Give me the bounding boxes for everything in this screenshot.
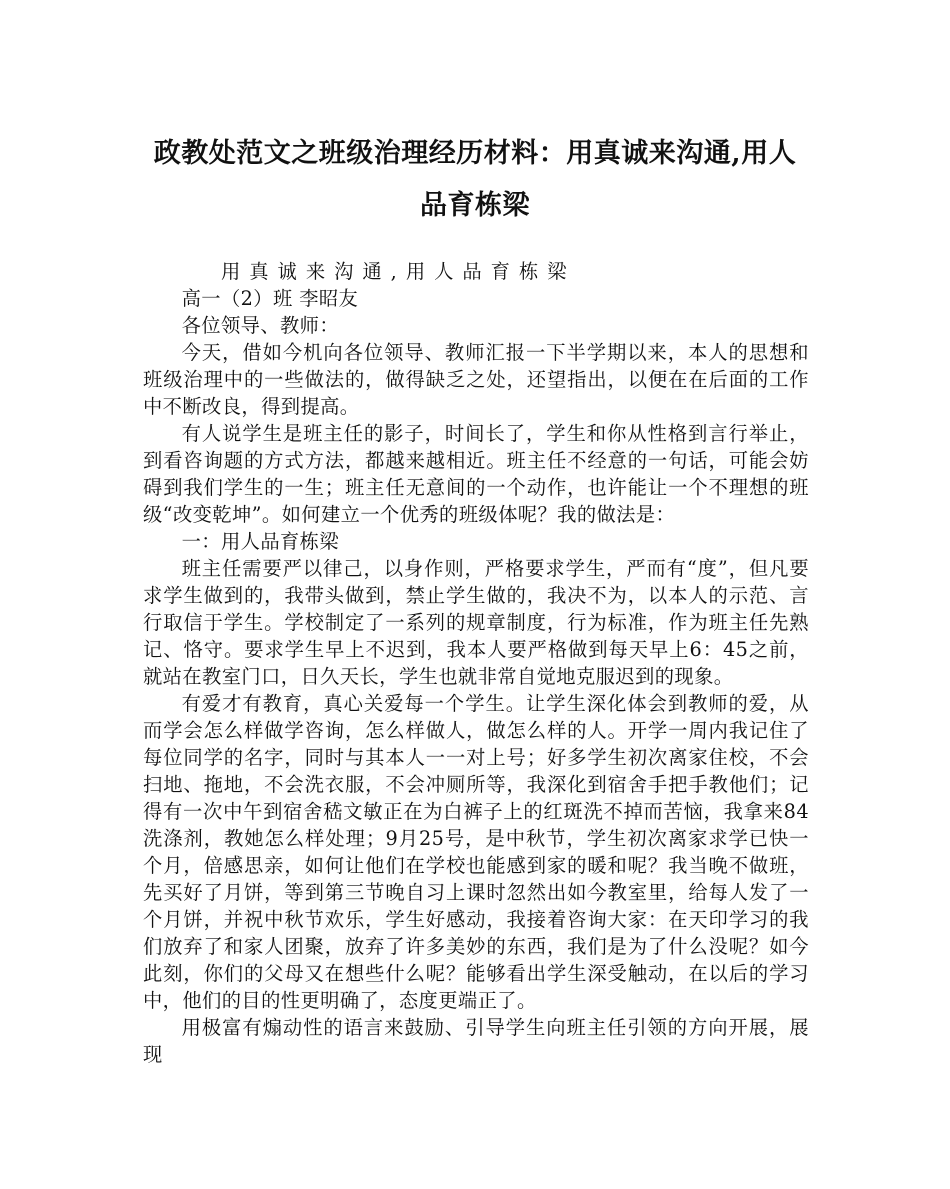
- title-line-2: 品育栋梁: [420, 190, 530, 221]
- salutation: 各位领导、教师：: [181, 314, 340, 337]
- paragraph: 班主任需要严以律己，以身作则，严格要求学生，严而有“度”，但凡要求学生做到的，我带头做到，禁止学生做的，我决不为，以本人的示范、言行取信于学生。学校制定了一系列的规章制度，行为标准，作为班主任先熟记、恪守。要求学生早上不迟到，我本人要严格做到每天早上6：45之前，就站在教室门口，日久天长，学生也就非常自觉地克服迟到的现象。: [143, 557, 809, 688]
- section-heading: 一：用人品育栋梁: [181, 530, 340, 553]
- document-body: [143, 258, 809, 1068]
- paragraph: 今天，借如今机向各位领导、教师汇报一下半学期以来，本人的思想和班级治理中的一些做法的，做得缺乏之处，还望指出，以便在在后面的工作中不断改良，得到提高。: [143, 341, 809, 418]
- title-line-1: 政教处范文之班级治理经历材料：用真诚来沟通,用人: [153, 138, 797, 169]
- paragraph: 用极富有煽动性的语言来鼓励、引导学生向班主任引领的方向开展，展现: [143, 1016, 809, 1066]
- paragraph: 有人说学生是班主任的影子，时间长了，学生和你从性格到言行举止，到看咨询题的方式方法，都越来越相近。班主任不经意的一句话，可能会妨碍到我们学生的一生；班主任无意间的一个动作，也许能让一个不理想的班级“改变乾坤”。如何建立一个优秀的班级体呢？我的做法是：: [143, 422, 809, 526]
- document-title: [120, 128, 830, 232]
- subtitle: 用真诚来沟通,用人品育栋梁: [221, 260, 576, 283]
- paragraph: 有爱才有教育，真心关爱每一个学生。让学生深化体会到教师的爱，从而学会怎么样做学咨询，怎么样做人，做怎么样的人。开学一周内我记住了每位同学的名字，同时与其本人一一对上号；好多学生初次离家住校，不会扫地、拖地，不会洗衣服，不会冲厕所等，我深化到宿舍手把手教他们；记得有一次中午到宿舍嵇文敏正在为白裤子上的红斑洗不掉而苦恼，我拿来84洗涤剂，教她怎么样处理；9月25号，是中秋节，学生初次离家求学已快一个月，倍感思亲，如何让他们在学校也能感到家的暖和呢？我当晚不做班，先买好了月饼，等到第三节晚自习上课时忽然出如今教室里，给每人发了一个月饼，并祝中秋节欢乐，学生好感动，我接着咨询大家：在天印学习的我们放弃了和家人团聚，放弃了许多美妙的东西，我们是为了什么没呢？如今此刻，你们的父母又在想些什么呢？能够看出学生深受触动，在以后的学习中，他们的目的性更明确了，态度更端正了。: [143, 692, 809, 1012]
- author-line: 高一（2）班 李昭友: [181, 287, 359, 310]
